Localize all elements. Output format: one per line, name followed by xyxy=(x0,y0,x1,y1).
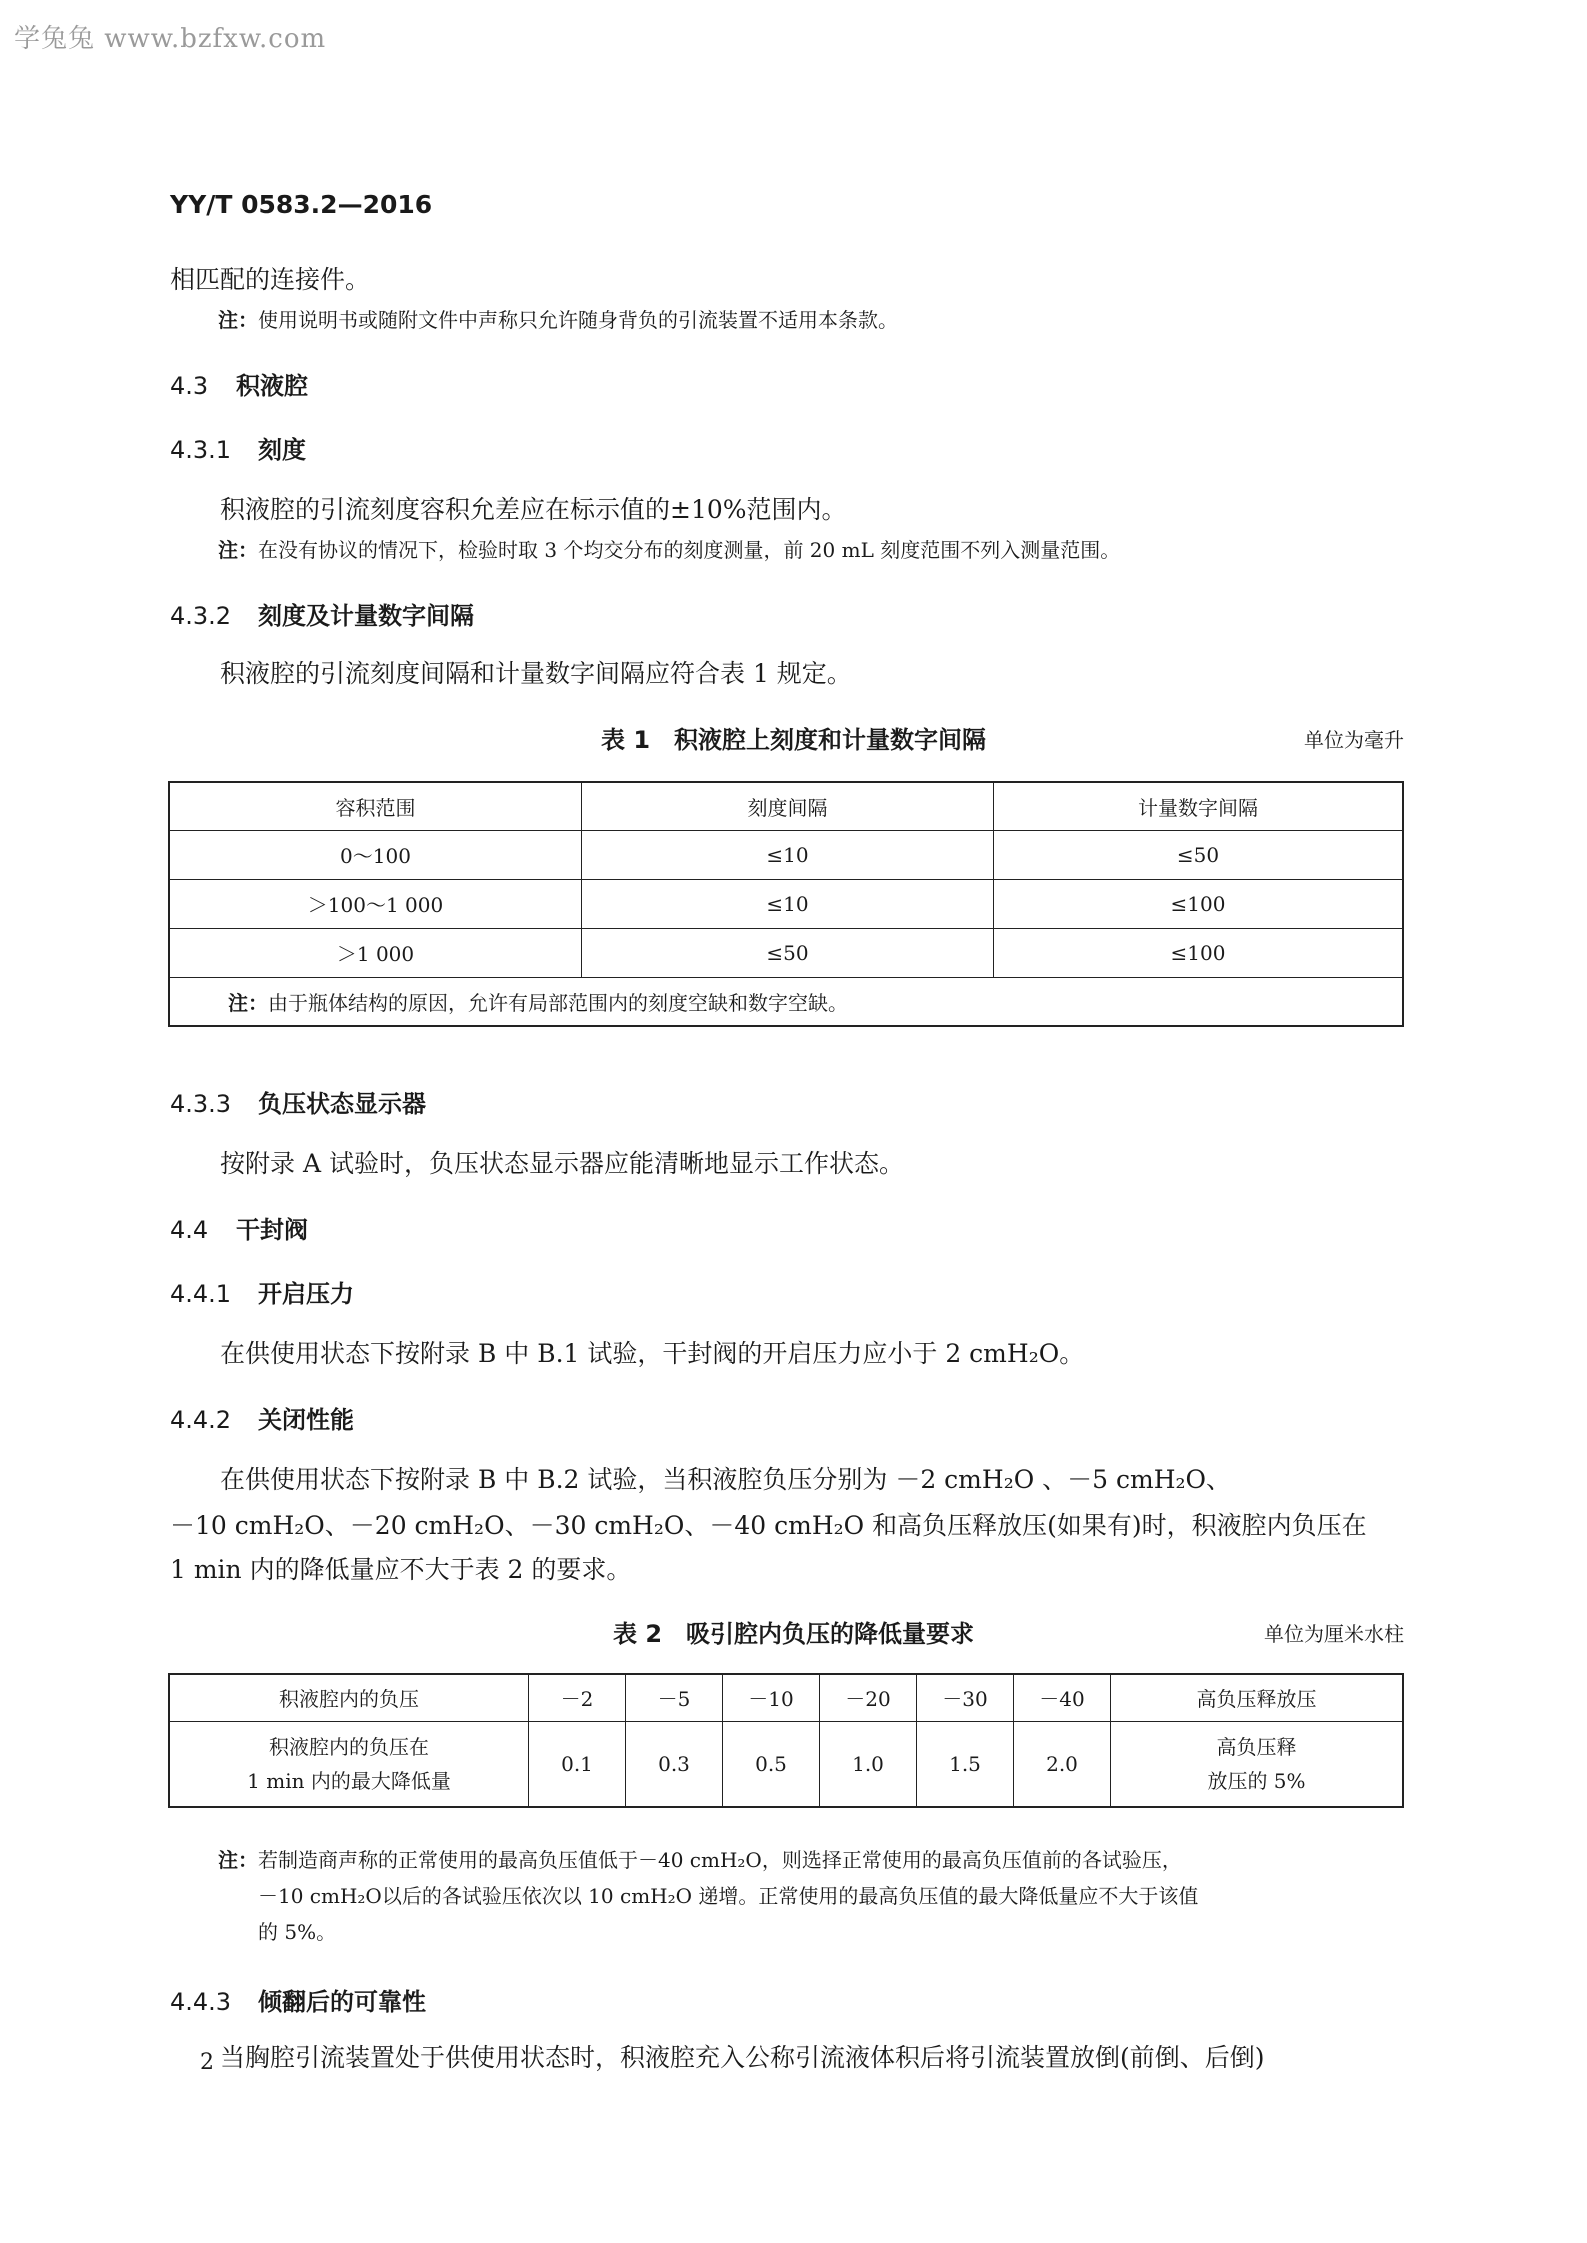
table-2 xyxy=(168,1673,1404,1808)
table-cell: ＞100～1 000 xyxy=(169,879,582,928)
table-2-unit: 单位为厘米水柱 xyxy=(1264,1622,1404,1646)
header-cell: 计量数字间隔 xyxy=(994,782,1404,830)
cell-line: 高负压释 xyxy=(1216,1734,1297,1759)
paragraph-4-3-1: 积液腔的引流刻度容积允差应在标示值的±10%范围内。 xyxy=(220,495,847,524)
note-text: 若制造商声称的正常使用的最高负压值低于－40 cmH₂O，则选择正常使用的最高负压值前的各试验压， xyxy=(258,1848,1182,1872)
section-4-3 xyxy=(170,366,308,401)
row-label-line: 1 min 内的最大降低量 xyxy=(247,1768,451,1793)
paragraph-4-4-2-line-3: 1 min 内的降低量应不大于表 2 的要求。 xyxy=(170,1555,632,1584)
watermark: 学兔兔 www.bzfxw.com xyxy=(14,24,327,54)
section-number: 4.3 xyxy=(170,372,209,400)
section-title: 积液腔 xyxy=(236,372,308,400)
section-4-3-1 xyxy=(170,430,306,465)
table-cell: ≤100 xyxy=(994,879,1404,928)
section-4-3-3 xyxy=(170,1084,426,1119)
section-number: 4.4.3 xyxy=(170,1988,232,2016)
paragraph-4-4-3: 当胸腔引流装置处于供使用状态时，积液腔充入公称引流液体积后将引流装置放倒(前倒、后倒) xyxy=(220,2043,1265,2072)
table-cell xyxy=(1111,1721,1404,1807)
paragraph-4-4-2-line-1: 在供使用状态下按附录 B 中 B.2 试验，当积液腔负压分别为 －2 cmH₂O 、－5 cmH₂O、 xyxy=(220,1465,1232,1494)
standard-code: YY/T 0583.2—2016 xyxy=(170,190,433,219)
note-label: 注： xyxy=(218,308,258,332)
note-text: 由于瓶体结构的原因，允许有局部范围内的刻度空缺和数字空缺。 xyxy=(268,990,848,1015)
note-label: 注： xyxy=(228,990,268,1015)
section-number: 4.4 xyxy=(170,1216,209,1244)
section-title: 开启压力 xyxy=(258,1280,354,1308)
table-row xyxy=(169,1721,1403,1807)
header-cell: 刻度间隔 xyxy=(582,782,994,830)
table-cell: 0.1 xyxy=(529,1721,626,1807)
note-label: 注： xyxy=(218,1848,258,1872)
section-4-4-3 xyxy=(170,1982,426,2017)
table-cell: 1.0 xyxy=(820,1721,917,1807)
table-cell: ≤50 xyxy=(994,830,1404,879)
note-text: 使用说明书或随附文件中声称只允许随身背负的引流装置不适用本条款。 xyxy=(258,308,898,332)
note-3 xyxy=(218,1846,1408,1946)
header-cell: －30 xyxy=(917,1674,1014,1721)
section-number: 4.3.2 xyxy=(170,602,232,630)
header-cell: 容积范围 xyxy=(169,782,582,830)
table-cell: 0.3 xyxy=(626,1721,723,1807)
note-1 xyxy=(218,306,898,334)
table-cell: 2.0 xyxy=(1014,1721,1111,1807)
table-row xyxy=(169,928,1403,977)
section-title: 关闭性能 xyxy=(258,1406,354,1434)
section-title: 干封阀 xyxy=(236,1216,308,1244)
table-cell: ≤10 xyxy=(582,830,994,879)
header-cell: 积液腔内的负压 xyxy=(169,1674,529,1721)
table-header-row xyxy=(169,1674,1403,1721)
table-1 xyxy=(168,781,1404,1027)
table-2-caption: 表 2 吸引腔内负压的降低量要求 xyxy=(612,1620,975,1648)
table-cell: 1.5 xyxy=(917,1721,1014,1807)
header-cell: －20 xyxy=(820,1674,917,1721)
table-1-unit: 单位为毫升 xyxy=(1304,728,1404,752)
section-title: 刻度及计量数字间隔 xyxy=(258,602,474,630)
note-text: 在没有协议的情况下，检验时取 3 个均交分布的刻度测量，前 20 mL 刻度范围不列入测量范围。 xyxy=(258,538,1121,562)
note-line xyxy=(218,1846,1408,1874)
continuation-text: 相匹配的连接件。 xyxy=(170,265,371,294)
paragraph-4-3-2: 积液腔的引流刻度间隔和计量数字间隔应符合表 1 规定。 xyxy=(220,659,852,688)
cell-line: 放压的 5% xyxy=(1207,1768,1306,1793)
section-number: 4.4.2 xyxy=(170,1406,232,1434)
header-cell: －10 xyxy=(723,1674,820,1721)
row-label-cell xyxy=(169,1721,529,1807)
section-number: 4.3.1 xyxy=(170,436,232,464)
section-title: 倾翻后的可靠性 xyxy=(258,1988,426,2016)
table-row xyxy=(169,830,1403,879)
section-4-4-2 xyxy=(170,1400,354,1435)
section-4-4 xyxy=(170,1210,308,1245)
header-cell: 高负压释放压 xyxy=(1111,1674,1404,1721)
table-cell: ＞1 000 xyxy=(169,928,582,977)
table-header-row xyxy=(169,782,1403,830)
note-label: 注： xyxy=(218,538,258,562)
table-cell: ≤100 xyxy=(994,928,1404,977)
header-cell: －40 xyxy=(1014,1674,1111,1721)
section-4-3-2 xyxy=(170,596,474,631)
table-row xyxy=(169,879,1403,928)
row-label-line: 积液腔内的负压在 xyxy=(269,1734,429,1759)
table-cell: 0.5 xyxy=(723,1721,820,1807)
paragraph-4-3-3: 按附录 A 试验时，负压状态显示器应能清晰地显示工作状态。 xyxy=(220,1149,904,1178)
table-1-caption: 表 1 积液腔上刻度和计量数字间隔 xyxy=(600,726,987,754)
section-number: 4.4.1 xyxy=(170,1280,232,1308)
table-cell: ≤10 xyxy=(582,879,994,928)
table-cell: 0～100 xyxy=(169,830,582,879)
note-line: －10 cmH₂O以后的各试验压依次以 10 cmH₂O 递增。正常使用的最高负压值的最大降低量应不大于该值 xyxy=(258,1884,1199,1908)
header-cell: －2 xyxy=(529,1674,626,1721)
section-number: 4.3.3 xyxy=(170,1090,232,1118)
paragraph-4-4-2-line-2: －10 cmH₂O、－20 cmH₂O、－30 cmH₂O、－40 cmH₂O 和高负压释放压(如果有)时，积液腔内负压在 xyxy=(170,1511,1367,1540)
table-note xyxy=(169,977,1403,1026)
header-cell: －5 xyxy=(626,1674,723,1721)
paragraph-4-4-1: 在供使用状态下按附录 B 中 B.1 试验，干封阀的开启压力应小于 2 cmH₂O。 xyxy=(220,1339,1085,1368)
section-title: 刻度 xyxy=(258,436,306,464)
page-number: 2 xyxy=(200,2050,214,2075)
section-4-4-1 xyxy=(170,1274,354,1309)
note-line: 的 5%。 xyxy=(258,1920,337,1944)
table-note-row xyxy=(169,977,1403,1026)
section-title: 负压状态显示器 xyxy=(258,1090,426,1118)
note-2 xyxy=(218,536,1120,564)
table-cell: ≤50 xyxy=(582,928,994,977)
